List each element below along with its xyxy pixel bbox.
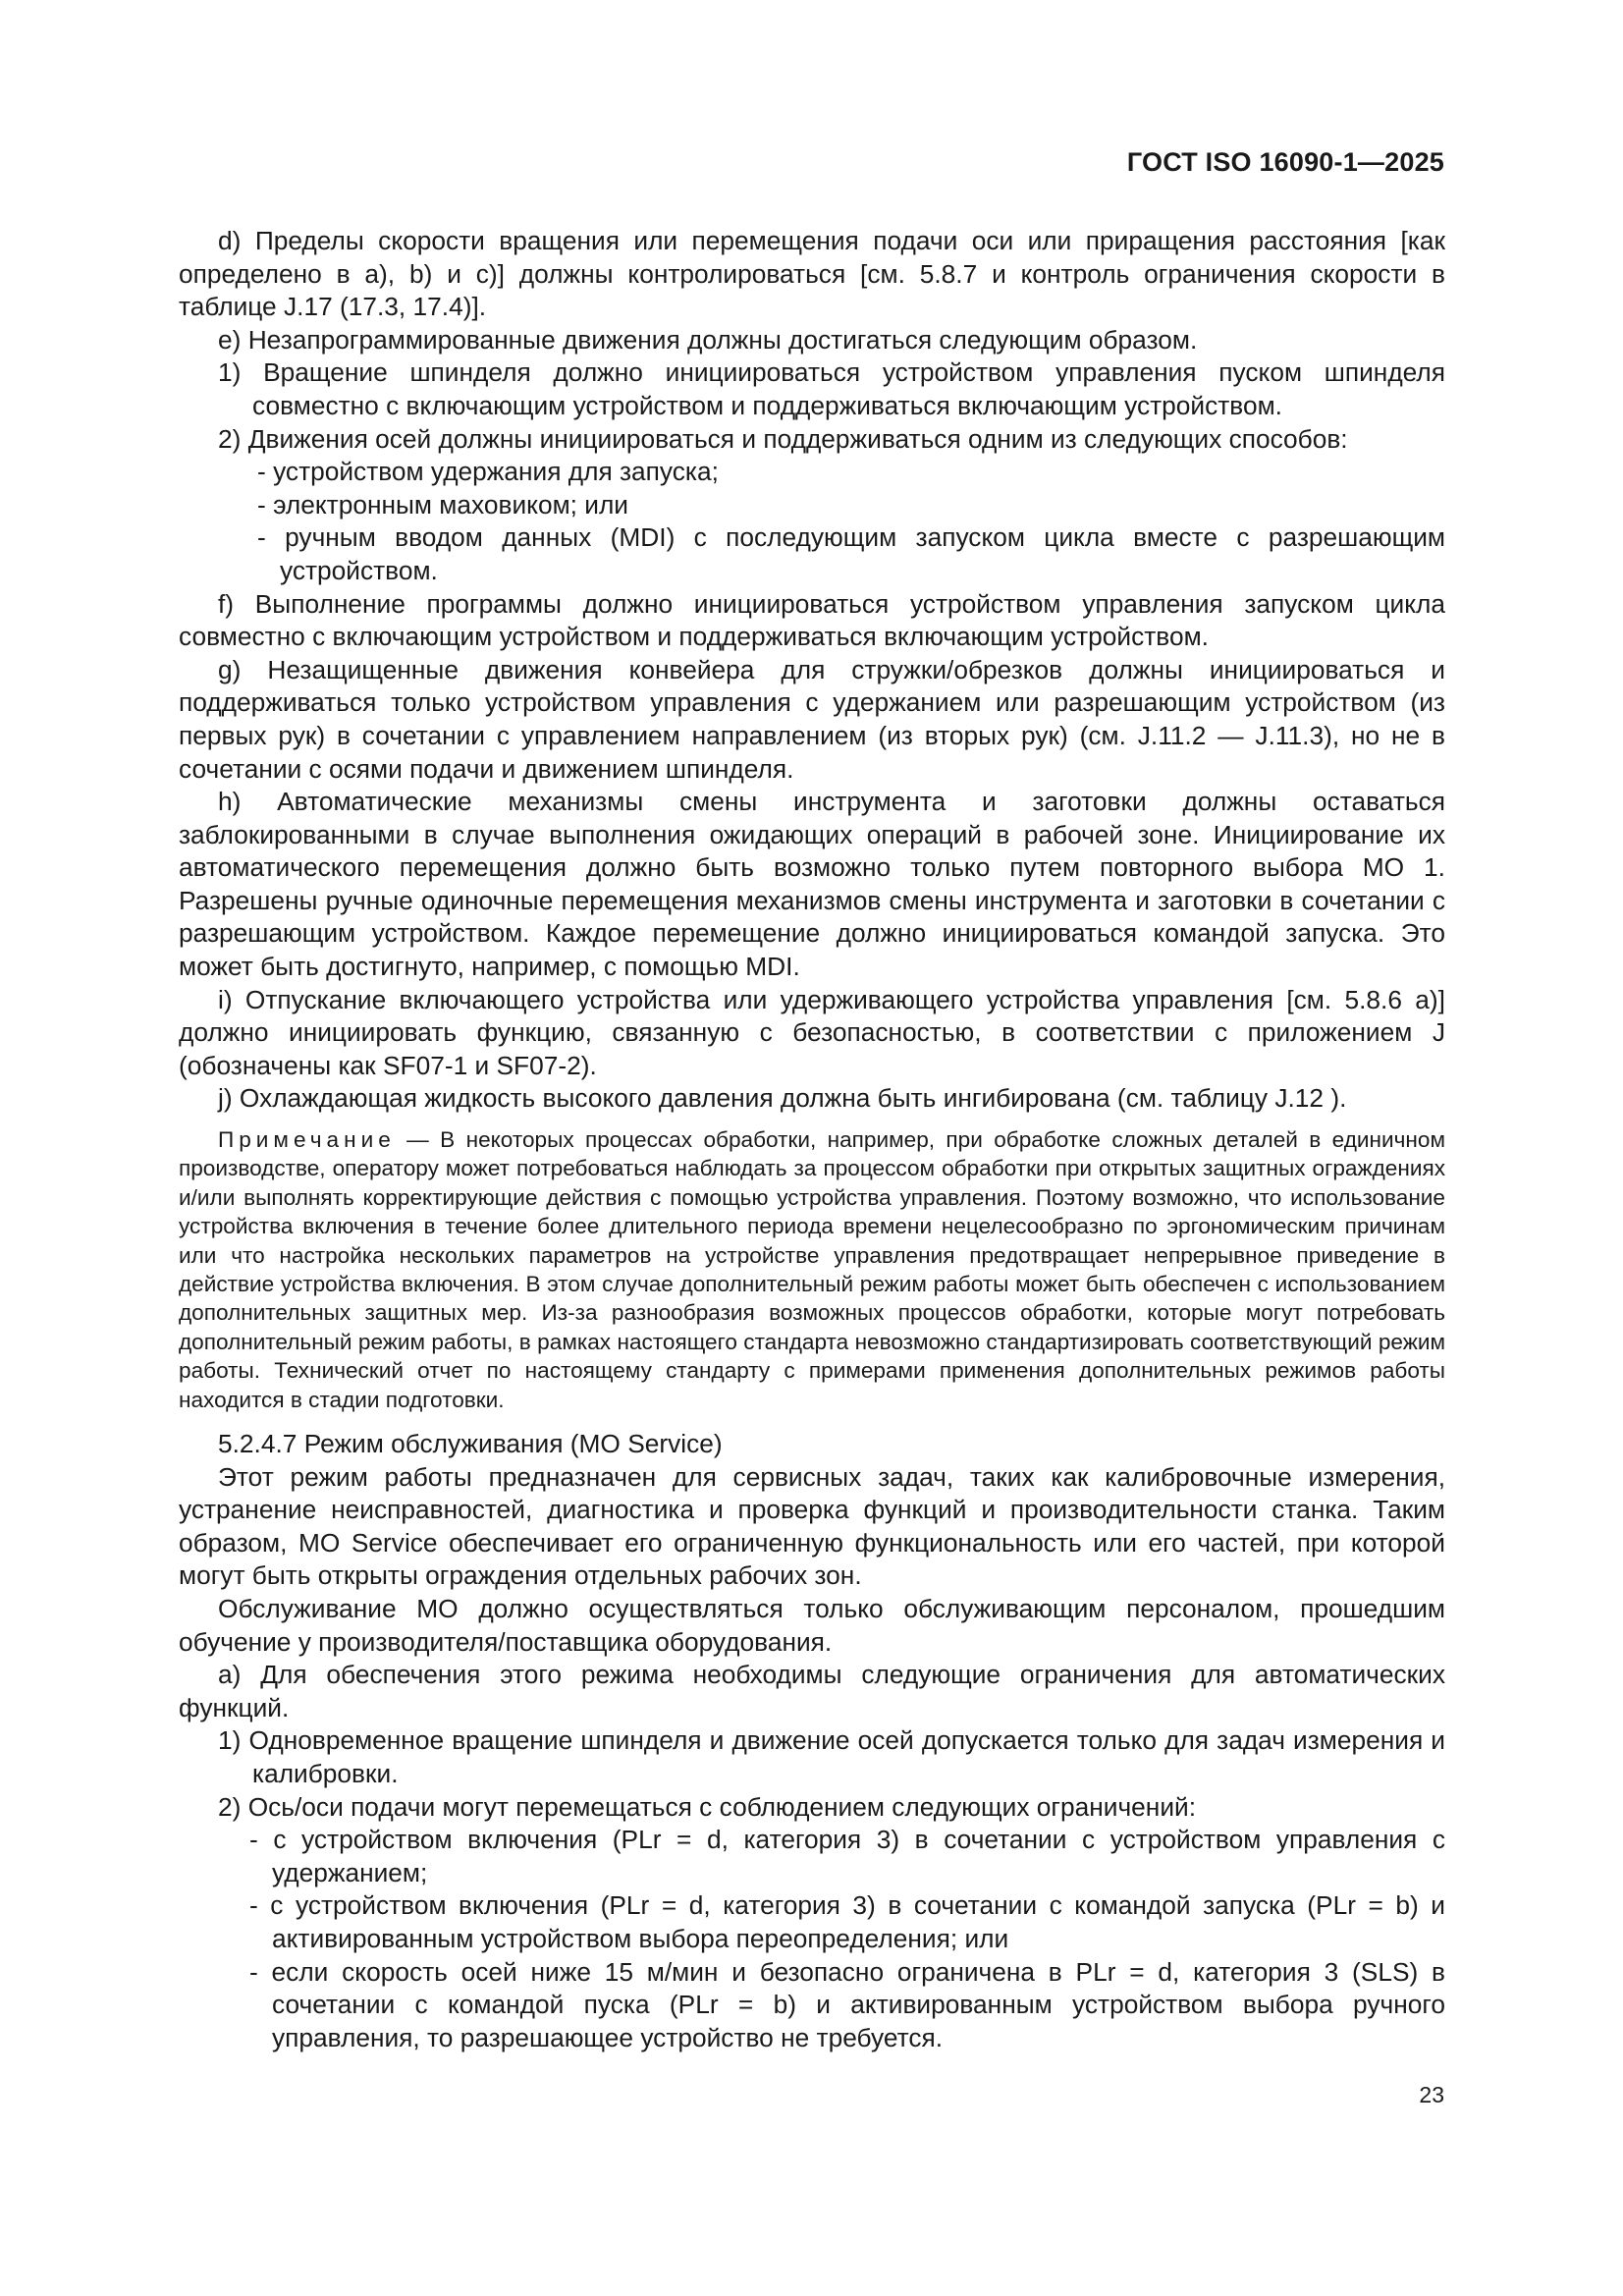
note bbox=[179, 1125, 1445, 1414]
item-h: h) Автоматические механизмы смены инструмента и заготовки должны оставаться заблокированными в случае выполнения ожидающих операций в рабочей зоне. Инициирование их автоматического перемещения должно быть возможно только путем повторного выбора МО 1. Разрешены ручные одиночные перемещения механизмов смены инструмента и заготовки в сочетании с разрешающим устройством. Каждое перемещение должно инициироваться командой запуска. Это может быть достигнуто, например, с помощью MDI. bbox=[179, 787, 1445, 982]
note-text: — В некоторых процессах обработки, например, при обработке сложных деталей в единичном производстве, оператору может потребоваться наблюдать за процессом обработки при открытых защитных ограждениях и/или выполнять корректирующие действия с помощью устройства управления. Поэтому возможно, что использование устройства включения в течение более длительного периода времени нецелесообразно по эргономическим причинам или что настройка нескольких параметров на устройстве управления предотвращает непрерывное приведение в действие устройства включения. В этом случае дополнительный режим работы может быть обеспечен с использованием дополнительных защитных мер. Из-за разнообразия возможных процессов обработки, которые могут потребовать дополнительный режим работы, в рамках настоящего стандарта невозможно стандартизировать соответствующий режим работы. Технический отчет по настоящему стандарту с примерами применения дополнительных режимов работы находится в стадии подготовки. bbox=[179, 1127, 1445, 1412]
item-a2b: - с устройством включения (PLr = d, категория 3) в сочетании с командой запуска (PLr = b) и активированным устройством выбора переопределения; или bbox=[249, 1890, 1445, 1953]
item-e2b: - электронным маховиком; или bbox=[257, 489, 628, 519]
page-number: 23 bbox=[1419, 2082, 1444, 2107]
item-a1: 1) Одновременное вращение шпинделя и движение осей допускается только для задач измерения и калибровки. bbox=[218, 1725, 1445, 1789]
item-j: j) Охлаждающая жидкость высокого давления должна быть ингибирована (см. таблицу J.12 ). bbox=[218, 1083, 1347, 1114]
item-e1: 1) Вращение шпинделя должно инициироваться устройством управления пуском шпинделя совместно с включающим устройством и поддерживаться включающим устройством. bbox=[218, 357, 1445, 420]
item-e2c: - ручным вводом данных (MDI) с последующим запуском цикла вместе с разрешающим устройством. bbox=[257, 522, 1445, 585]
item-i: i) Отпускание включающего устройства или удерживающего устройства управления [см. 5.8.6 a)] должно инициировать функцию, связанную с безопасностью, в соответствии с приложением J (обозначены как SF07-1 и SF07-2). bbox=[179, 984, 1445, 1080]
item-g: g) Незащищенные движения конвейера для стружки/обрезков должны инициироваться и поддерживаться только устройством управления с удержанием или разрешающим устройством (из первых рук) в сочетании с управлением направлением (из вторых рук) (см. J.11.2 — J.11.3), но не в сочетании с осями подачи и движением шпинделя. bbox=[179, 654, 1445, 784]
item-e2a: - устройством удержания для запуска; bbox=[257, 457, 719, 487]
item-d: d) Пределы скорости вращения или перемещения подачи оси или приращения расстояния [как определено в a), b) и c)] должны контролироваться [см. 5.8.7 и контроль ограничения скорости в таблице J.17 (17.3, 17.4)]. bbox=[179, 226, 1445, 322]
item-f: f) Выполнение программы должно инициироваться устройством управления запуском цикла совместно с включающим устройством и поддерживаться включающим устройством. bbox=[179, 588, 1445, 652]
document-header: ГОСТ ISO 16090-1—2025 bbox=[1126, 147, 1444, 177]
page-body bbox=[179, 225, 1445, 2054]
section-paragraph-2: Обслуживание МО должно осуществляться только обслуживающим персоналом, прошедшим обучение у производителя/поставщика оборудования. bbox=[179, 1594, 1445, 1657]
note-label: Примечание bbox=[218, 1127, 396, 1153]
item-a2a: - с устройством включения (PLr = d, категория 3) в сочетании с устройством управления с удержанием; bbox=[249, 1825, 1445, 1887]
item-e: e) Незапрограммированные движения должны достигаться следующим образом. bbox=[218, 324, 1198, 355]
item-a2: 2) Ось/оси подачи могут перемещаться с соблюдением следующих ограничений: bbox=[218, 1791, 1197, 1822]
section-heading: 5.2.4.7 Режим обслуживания (MO Service) bbox=[218, 1429, 723, 1459]
item-a2c: - если скорость осей ниже 15 м/мин и безопасно ограничена в PLr = d, категория 3 (SLS) в сочетании с командой пуска (PLr = b) и активированным устройством выбора ручного управления, то разрешающее устройство не требуется. bbox=[249, 1956, 1445, 2052]
section-paragraph-1: Этот режим работы предназначен для сервисных задач, таких как калибровочные измерения, устранение неисправностей, диагностика и проверка функций и производительности станка. Таким образом, MO Service обеспечивает его ограниченную функциональность или его частей, при которой могут быть открыты ограждения отдельных рабочих зон. bbox=[179, 1461, 1445, 1591]
item-e2: 2) Движения осей должны инициироваться и поддерживаться одним из следующих способов: bbox=[218, 423, 1348, 454]
item-a: a) Для обеспечения этого режима необходимы следующие ограничения для автоматических функций. bbox=[179, 1660, 1445, 1722]
